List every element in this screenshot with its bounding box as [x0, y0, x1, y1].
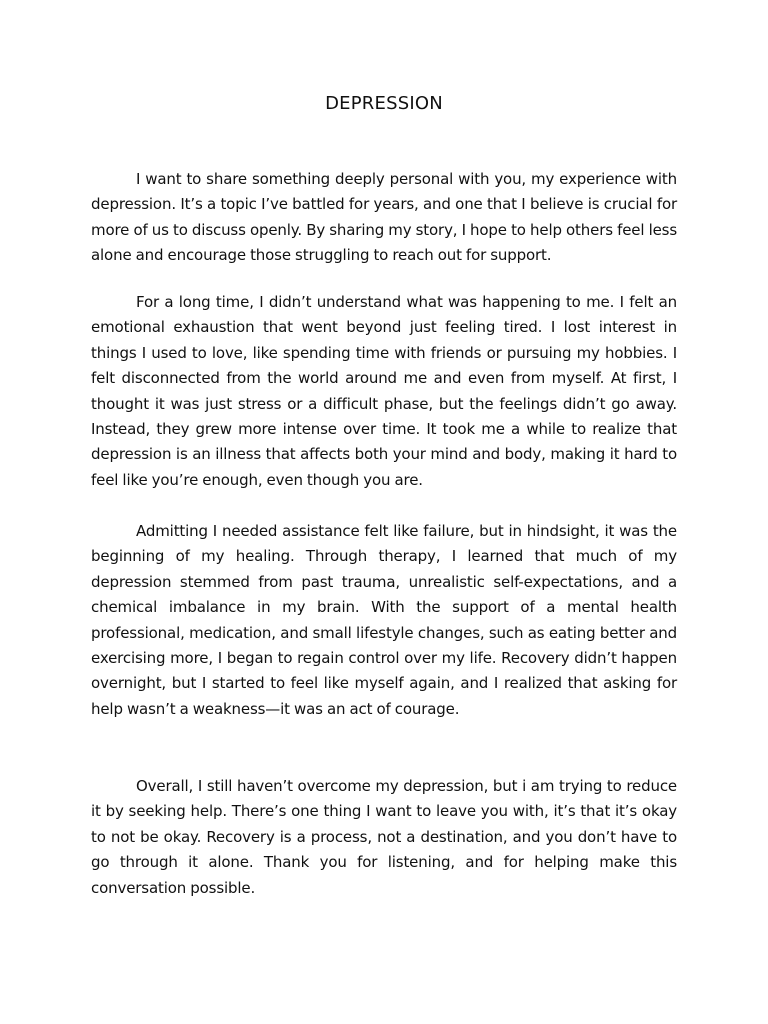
document-title: DEPRESSION — [325, 93, 443, 114]
paragraph-4: Overall, I still haven’t overcome my depression, but i am trying to reduce it by seeking help. There’s one thing I want to leave you with, it’s that it’s okay to not be okay. Recovery is a process, not a destination, and you don’t have to go through it alone. Thank you for listening, and for helping make this conversation possible. — [91, 777, 677, 897]
paragraph-1: I want to share something deeply personal with you, my experience with depression. It’s a topic I’ve battled for years, and one that I believe is crucial for more of us to discuss openly. By sharing my story, I hope to help others feel less alone and encourage those struggling to reach out for support. — [91, 170, 677, 265]
paragraph-2: For a long time, I didn’t understand what was happening to me. I felt an emotional exhaustion that went beyond just feeling tired. I lost interest in things I used to love, like spending time with friends or pursuing my hobbies. I felt disconnected from the world around me and even from myself. At first, I thought it was just stress or a difficult phase, but the feelings didn’t go away. Instead, they grew more intense over time. It took me a while to realize that depression is an illness that affects both your mind and body, making it hard to feel like you’re enough, even though you are. — [91, 293, 677, 489]
paragraph-3: Admitting I needed assistance felt like failure, but in hindsight, it was the beginning of my healing. Through therapy, I learned that much of my depression stemmed from past trauma, unrealistic self-expectations, and a chemical imbalance in my brain. With the support of a mental health professional, medication, and small lifestyle changes, such as eating better and exercising more, I began to regain control over my life. Recovery didn’t happen overnight, but I started to feel like myself again, and I realized that asking for help wasn’t a weakness—it was an act of courage. — [91, 522, 677, 718]
